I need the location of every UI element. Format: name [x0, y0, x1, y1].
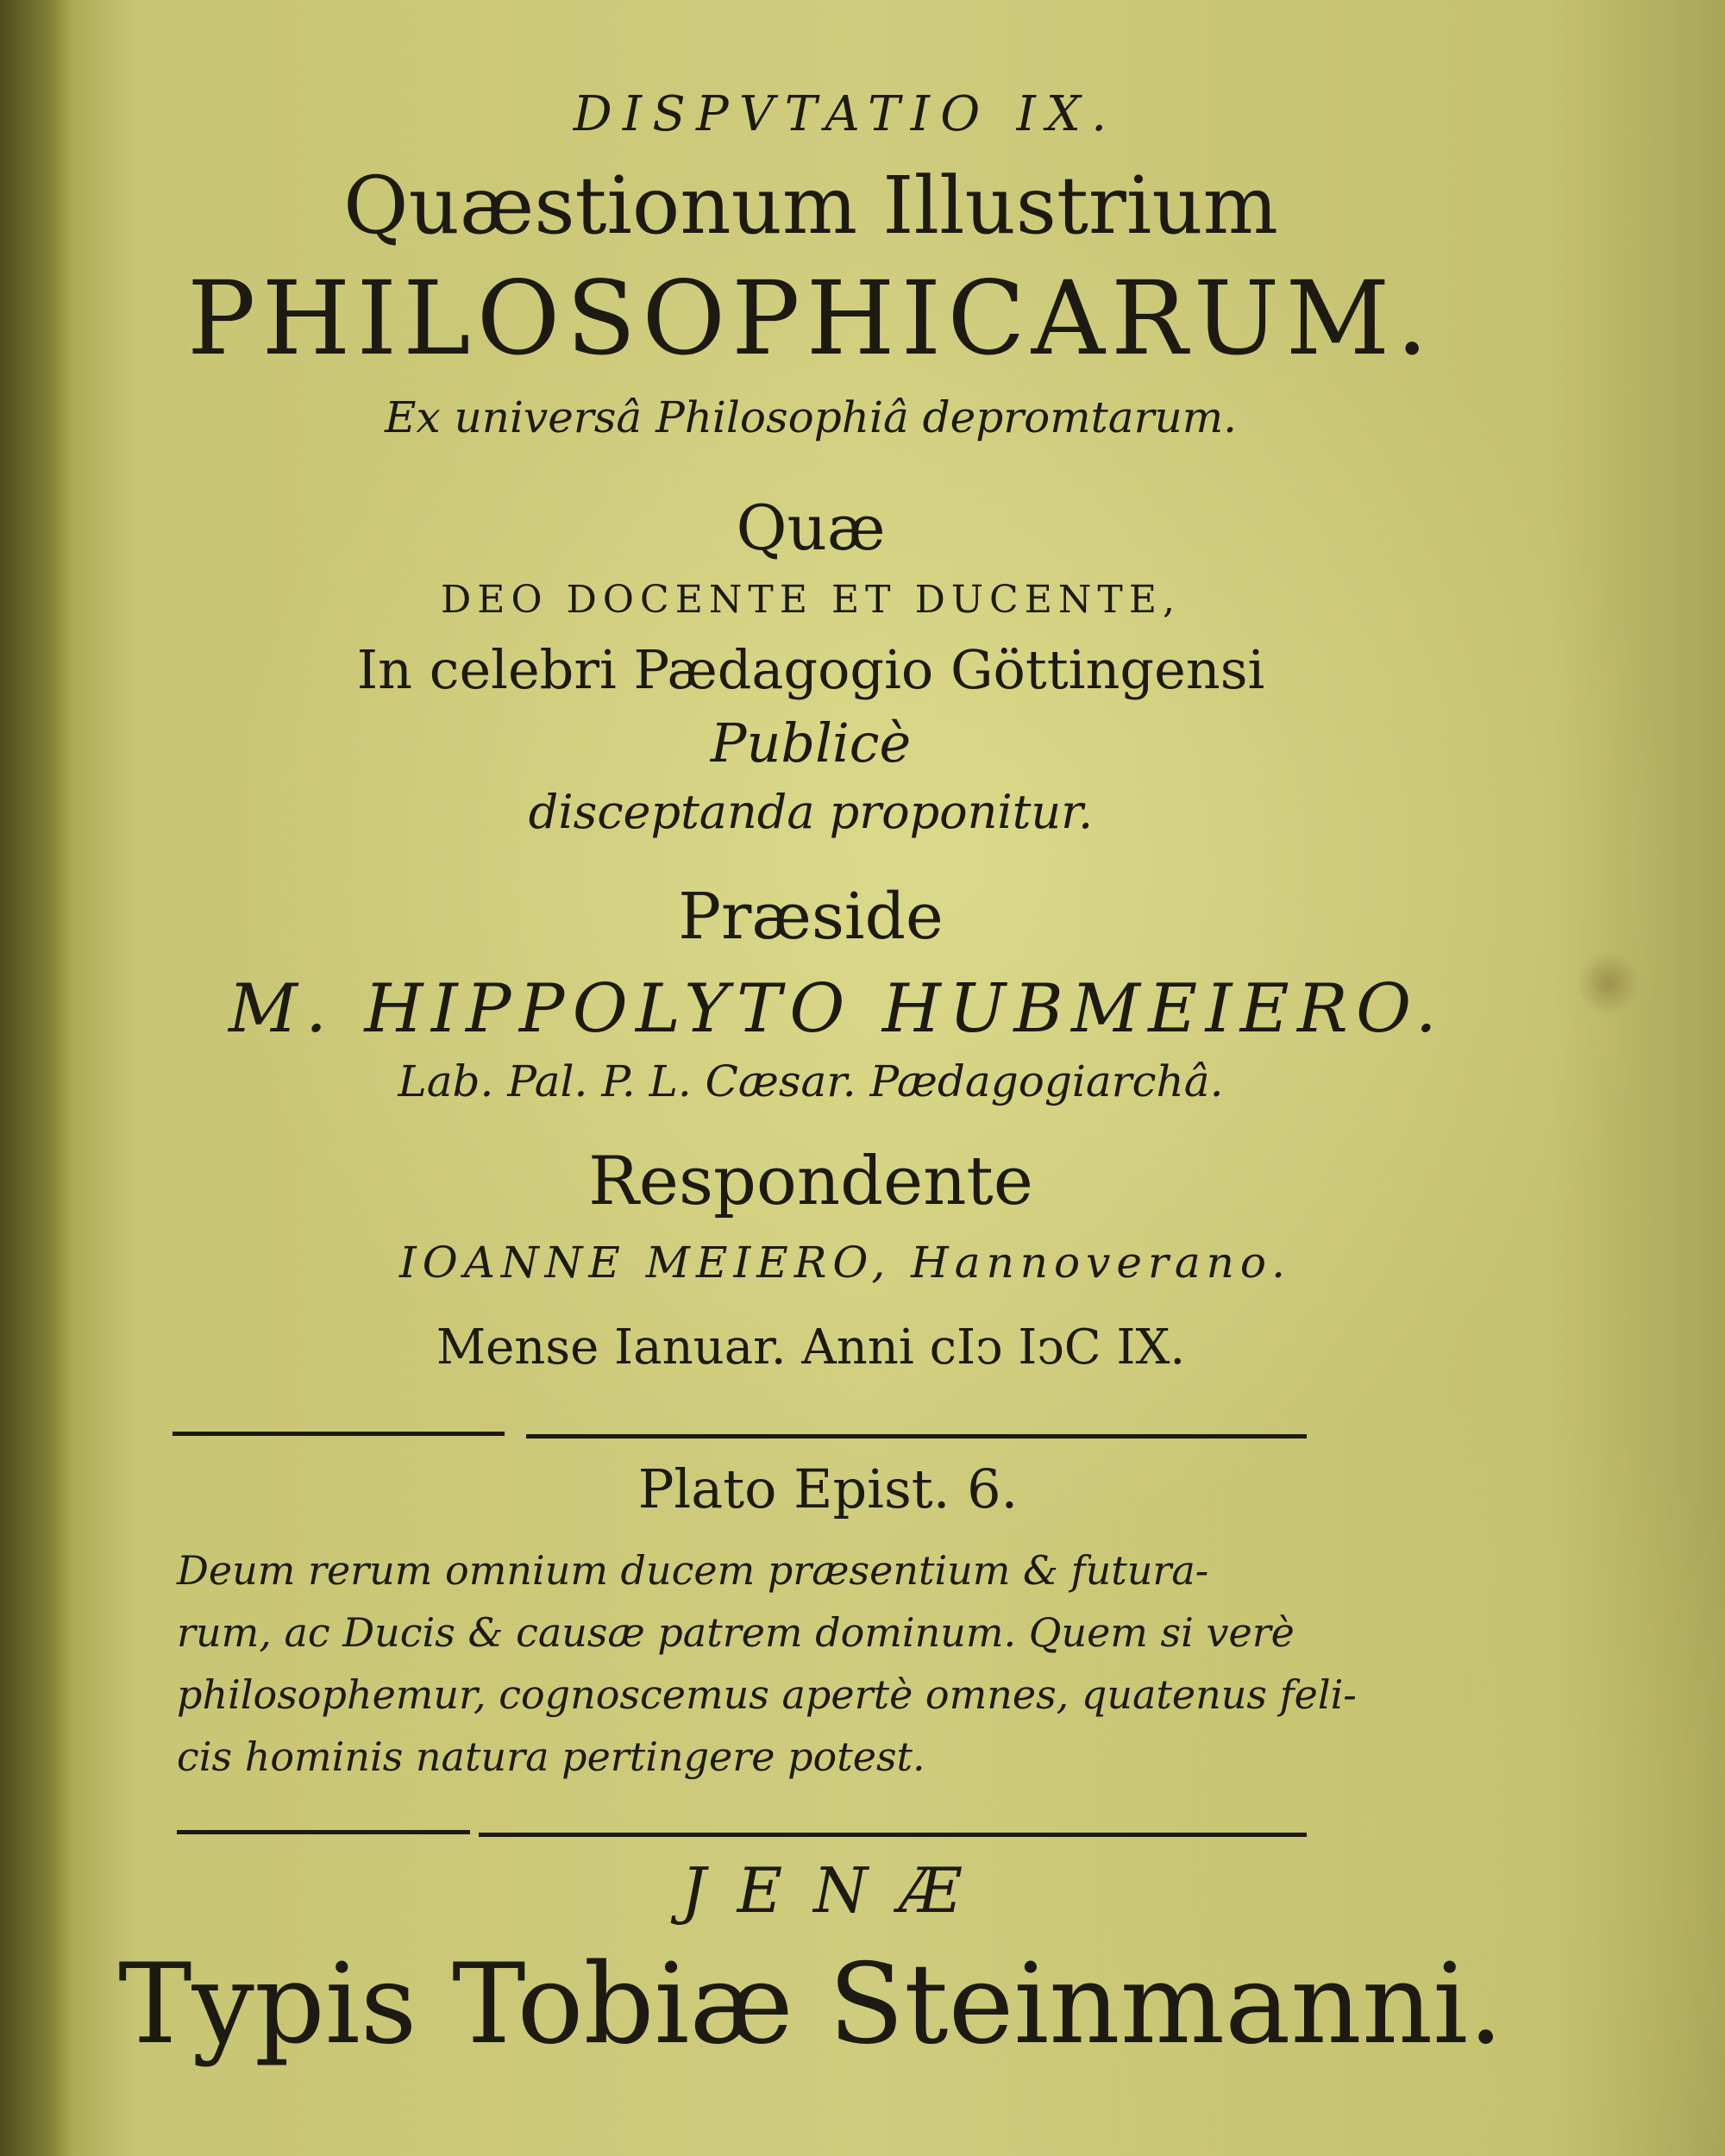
epigraph-source: Plato Epist. 6.: [637, 1457, 1019, 1520]
praeside-label: Præside: [678, 880, 944, 954]
epigraph-line: Deum rerum omnium ducem præsentium & futura-: [177, 1547, 1209, 1594]
deo-docente-line: DEO DOCENTE ET DUCENTE,: [440, 578, 1181, 622]
main-title: PHILOSOPHICARUM.: [187, 259, 1434, 378]
divider-rule: [526, 1434, 1307, 1438]
praeses-title: Lab. Pal. P. L. Cæsar. Pædagogiarchâ.: [398, 1056, 1224, 1106]
disputatio-heading: DISPVTATIO IX.: [573, 86, 1118, 142]
divider-rule: [177, 1830, 470, 1834]
place-of-disputation: In celebri Pædagogio Göttingensi: [356, 638, 1265, 701]
divider-rule: [172, 1432, 505, 1436]
disceptanda-line: disceptanda proponitur.: [528, 785, 1094, 839]
quae-line: Quæ: [736, 492, 886, 564]
imprint-printer: Typis Tobiæ Steinmanni.: [118, 1940, 1503, 2069]
praeses-name: M. HIPPOLYTO HUBMEIERO.: [228, 970, 1446, 1048]
epigraph-line: cis hominis natura pertingere potest.: [177, 1733, 925, 1780]
publice-line: Publicè: [710, 711, 912, 774]
quaestionum-line: Quæstionum Illustrium: [343, 160, 1278, 252]
epigraph-quote: [177, 1539, 1357, 1788]
respondente-label: Respondente: [588, 1143, 1033, 1220]
date-line: Mense Ianuar. Anni cIↄ IↄC IX.: [436, 1319, 1186, 1376]
epigraph-line: philosophemur, cognoscemus apertè omnes, quatenus feli-: [177, 1671, 1357, 1718]
subtitle-line: Ex universâ Philosophiâ depromtarum.: [384, 392, 1237, 442]
respondens-name: IOANNE MEIERO, Hannoverano.: [399, 1238, 1291, 1288]
epigraph-line: rum, ac Ducis & causæ patrem dominum. Quem si verè: [177, 1609, 1295, 1656]
divider-rule: [479, 1833, 1307, 1837]
imprint-place: JENÆ: [681, 1854, 993, 1927]
